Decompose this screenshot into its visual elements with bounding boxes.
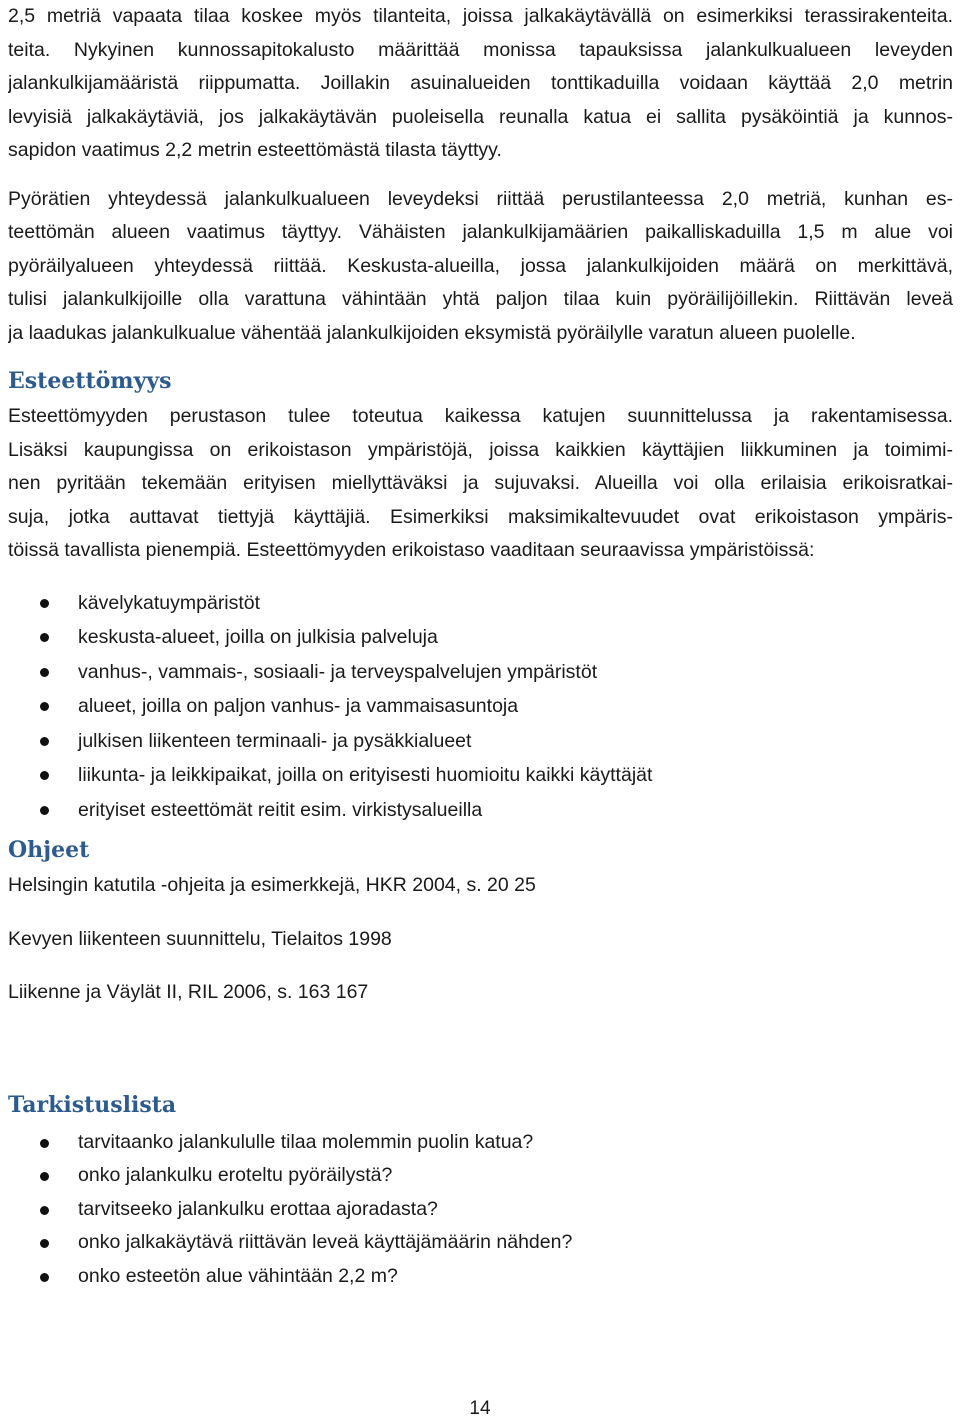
checklist-item: onko esteetön alue vähintään 2,2 m? <box>8 1260 953 1294</box>
bullet-icon <box>40 1239 49 1248</box>
paragraph-line: pyöräilyalueen yhteydessä riittää. Keskusta-alueilla, jossa jalankulkijoiden määrä on merkittävä, <box>8 254 953 277</box>
paragraph-line: Esteettömyyden perustason tulee toteutua kaikessa katujen suunnittelussa ja rakentamisessa. <box>8 405 953 427</box>
guidelines-heading: Ohjeet <box>8 837 90 863</box>
bullet-icon <box>40 633 49 642</box>
paragraph-line: suja, jotka auttavat tiettyjä käyttäjiä. Esimerkiksi maksimikaltevuudet ovat erikoistason ympäris- <box>8 505 953 528</box>
paragraph-line: ja laadukas jalankulkualue vähentää jalankulkijoiden eksymistä pyöräilylle varatun alueen puolelle. <box>8 321 856 344</box>
cycling-paragraph <box>8 183 953 351</box>
bullet-icon <box>40 1273 49 1282</box>
bullet-icon <box>40 737 49 746</box>
bullet-icon <box>40 702 49 711</box>
paragraph-line: Lisäksi kaupungissa on erikoistason ympäristöjä, joissa kaikkien käyttäjien liikkuminen ja toimimi- <box>8 438 953 461</box>
special-level-environments-list <box>8 586 953 828</box>
reference-item: Liikenne ja Väylät II, RIL 2006, s. 163 167 <box>8 981 369 1003</box>
paragraph-line: tulisi jalankulkijoille olla varattuna vähintään yhtä paljon tilaa kuin pyöräilijöillekin. Riittävän leveä <box>8 288 953 310</box>
bullet-icon <box>40 668 49 677</box>
list-item: liikunta- ja leikkipaikat, joilla on erityisesti huomioitu kaikki käyttäjät <box>8 758 953 793</box>
paragraph-line: 2,5 metriä vapaata tilaa koskee myös tilanteita, joissa jalkakäytävällä on esimerkiksi terassirakenteita. <box>8 5 953 27</box>
list-item: keskusta-alueet, joilla on julkisia palveluja <box>8 620 953 655</box>
bullet-icon <box>40 599 49 608</box>
checklist-item: tarvitaanko jalankululle tilaa molemmin puolin katua? <box>8 1126 953 1160</box>
bullet-icon <box>40 1139 49 1148</box>
accessibility-heading: Esteettömyys <box>8 368 172 394</box>
checklist-item: onko jalkakäytävä riittävän leveä käyttäjämäärin nähden? <box>8 1226 953 1260</box>
paragraph-line: teettömän alueen vaatimus täyttyy. Vähäisten jalankulkijamäärien paikalliskaduilla 1,5 m alue voi <box>8 221 953 243</box>
paragraph-line: töissä tavallista pienempiä. Esteettömyyden erikoistaso vaaditaan seuraavissa ympäristöissä: <box>8 539 815 561</box>
list-item: alueet, joilla on paljon vanhus- ja vammaisasuntoja <box>8 689 953 724</box>
paragraph-line: sapidon vaatimus 2,2 metrin esteettömästä tilasta täyttyy. <box>8 139 502 161</box>
paragraph-line: teita. Nykyinen kunnossapitokalusto määrittää monissa tapauksissa jalankulkualueen leveyden <box>8 38 953 61</box>
list-item: erityiset esteettömät reitit esim. virkistysalueilla <box>8 793 953 828</box>
checklist-heading: Tarkistuslista <box>8 1091 177 1118</box>
list-item: kävelykatuympäristöt <box>8 586 953 621</box>
document-page <box>8 0 953 1293</box>
list-item: vanhus-, vammais-, sosiaali- ja terveyspalvelujen ympäristöt <box>8 655 953 690</box>
checklist-item: tarvitseeko jalankulku erottaa ajoradasta? <box>8 1193 953 1227</box>
reference-item: Kevyen liikenteen suunnittelu, Tielaitos 1998 <box>8 927 392 950</box>
paragraph-line: levyisiä jalkakäytäviä, jos jalkakäytävän puoleisella reunalla katua ei sallita pysäköintiä ja kunnos- <box>8 105 953 128</box>
accessibility-paragraph <box>8 400 953 568</box>
bullet-icon <box>40 771 49 780</box>
intro-paragraph <box>8 0 953 168</box>
paragraph-line: jalankulkijamääristä riippumatta. Joillakin asuinalueiden tonttikaduilla voidaan käyttää 2,0 metrin <box>8 72 953 94</box>
checklist-list <box>8 1126 953 1294</box>
checklist-item: onko jalankulku eroteltu pyöräilystä? <box>8 1159 953 1193</box>
paragraph-line: Pyörätien yhteydessä jalankulkualueen leveydeksi riittää perustilanteessa 2,0 metriä, kunhan es- <box>8 187 953 210</box>
list-item: julkisen liikenteen terminaali- ja pysäkkialueet <box>8 724 953 759</box>
bullet-icon <box>40 1172 49 1181</box>
guidelines-references <box>8 869 953 1030</box>
reference-item: Helsingin katutila -ohjeita ja esimerkkejä, HKR 2004, s. 20 25 <box>8 874 536 896</box>
bullet-icon <box>40 806 49 815</box>
paragraph-line: nen pyritään tekemään erityisen miellyttäväksi ja sujuvaksi. Alueilla voi olla erilaisia erikoisratkai- <box>8 472 953 494</box>
bullet-icon <box>40 1206 49 1215</box>
page-number: 14 <box>469 1398 491 1419</box>
